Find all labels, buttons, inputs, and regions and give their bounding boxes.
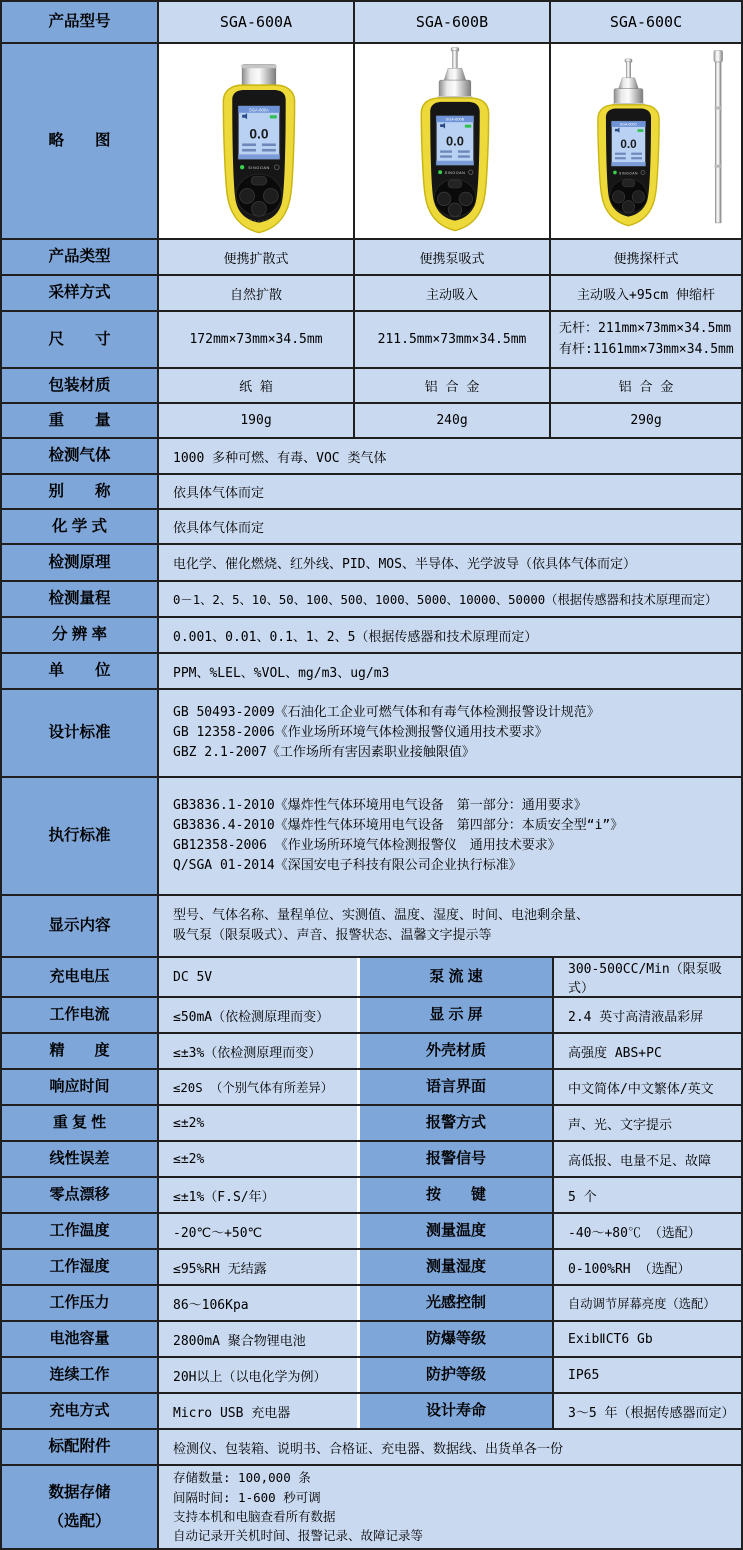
- row-detected-gas: [2, 437, 741, 473]
- row-repeatability-alarm-mode: [2, 1104, 741, 1140]
- row-label: 包装材质: [2, 369, 157, 402]
- cell-value: [157, 896, 741, 956]
- row-continuous-work-protection: [2, 1356, 741, 1392]
- cell-value: 3～5 年（根据传感器而定）: [552, 1394, 741, 1428]
- row-label: 重 复 性: [2, 1106, 157, 1140]
- row-label: 重 量: [2, 404, 157, 437]
- row-battery-explosion-proof: [2, 1320, 741, 1356]
- cell-value: ≤±2%: [157, 1142, 357, 1176]
- cell-value: 中文简体/中文繁体/英文: [552, 1070, 741, 1104]
- cell-value: [157, 778, 741, 894]
- cell-value: 0－1、2、5、10、50、100、500、1000、5000、10000、50000（根据传感器和技术原理而定）: [157, 582, 741, 616]
- row-working-pressure-light-sense: [2, 1284, 741, 1320]
- row-charge-voltage-pump-flow: [2, 956, 741, 996]
- cell-value: 2800mA 聚合物锂电池: [157, 1322, 357, 1356]
- cell-value: 便携扩散式: [157, 240, 353, 274]
- row-charging-method-design-life: [2, 1392, 741, 1428]
- row-label: 电池容量: [2, 1322, 157, 1356]
- cell-value: 纸 箱: [157, 369, 353, 402]
- cell-value: [549, 312, 741, 367]
- row-label: 工作压力: [2, 1286, 157, 1320]
- row-standard-accessories: [2, 1428, 741, 1464]
- cell-value: ≤±2%: [157, 1106, 357, 1140]
- cell-value: ≤50mA（依检测原理而变）: [157, 998, 357, 1032]
- cell-value: 1000 多种可燃、有毒、VOC 类气体: [157, 439, 741, 473]
- row-label: 工作电流: [2, 998, 157, 1032]
- row-label: 响应时间: [2, 1070, 157, 1104]
- cell-value: 自动调节屏幕亮度（选配）: [552, 1286, 741, 1320]
- row-label: 充电方式: [2, 1394, 157, 1428]
- row-zero-drift-keys: [2, 1176, 741, 1212]
- cell-value: 0.001、0.01、0.1、1、2、5（根据传感器和技术原理而定）: [157, 618, 741, 652]
- svg-text:0.0: 0.0: [446, 133, 464, 149]
- row-packaging: [2, 367, 741, 402]
- row-execution-standards: [2, 776, 741, 894]
- gas-detector-probe-illustration: [551, 44, 741, 238]
- row-label: 按 键: [357, 1178, 552, 1212]
- standard-line: GB3836.4-2010《爆炸性气体环境用电气设备 第四部分：本质安全型“i”》: [173, 817, 624, 833]
- cell-value: 5 个: [552, 1178, 741, 1212]
- cell-value: -20℃～+50℃: [157, 1214, 357, 1248]
- row-label: 线性误差: [2, 1142, 157, 1176]
- cell-value: [157, 690, 741, 776]
- svg-text:SGA-600B: SGA-600B: [445, 116, 465, 122]
- row-label: 设计寿命: [357, 1394, 552, 1428]
- cell-value: 高低报、电量不足、故障: [552, 1142, 741, 1176]
- cell-value: 检测仪、包装箱、说明书、合格证、充电器、数据线、出货单各一份: [157, 1430, 741, 1464]
- cell-value: ≤±3%（依检测原理而变）: [157, 1034, 357, 1068]
- row-label: 外壳材质: [357, 1034, 552, 1068]
- cell-value: PPM、%LEL、%VOL、mg/m3、ug/m3: [157, 654, 741, 688]
- row-label: 防护等级: [357, 1358, 552, 1392]
- cell-value: 依具体气体而定: [157, 475, 741, 508]
- row-units: [2, 652, 741, 688]
- row-label: 工作温度: [2, 1214, 157, 1248]
- cell-value: ExibⅡCT6 Gb: [552, 1322, 741, 1356]
- standard-line: GB3836.1-2010《爆炸性气体环境用电气设备 第一部分：通用要求》: [173, 797, 587, 813]
- row-label: 光感控制: [357, 1286, 552, 1320]
- row-label: 检测气体: [2, 439, 157, 473]
- row-working-humidity-measure-humidity: [2, 1248, 741, 1284]
- standard-line: Q/SGA 01-2014《深国安电子科技有限公司企业执行标准》: [173, 858, 522, 874]
- cell-value: 86～106Kpa: [157, 1286, 357, 1320]
- cell-value: ≤20S （个别气体有所差异）: [157, 1070, 357, 1104]
- standard-line: GBZ 2.1-2007《工作场所有害因素职业接触限值》: [173, 745, 475, 761]
- row-label: 报警信号: [357, 1142, 552, 1176]
- storage-line: 自动记录开关机时间、报警记录、故障记录等: [173, 1528, 424, 1544]
- svg-text:SINGOAN: SINGOAN: [619, 171, 638, 176]
- row-label: 产品类型: [2, 240, 157, 274]
- cell-value: [157, 1466, 741, 1548]
- row-label: 显 示 屏: [357, 998, 552, 1032]
- cell-value: 主动吸入: [353, 276, 549, 310]
- row-working-current-display: [2, 996, 741, 1032]
- cell-value: 声、光、文字提示: [552, 1106, 741, 1140]
- telescopic-rod-illustration: [714, 50, 723, 223]
- cell-value: ≤±1%（F.S/年）: [157, 1178, 357, 1212]
- row-label: [2, 1466, 157, 1548]
- sketch-label: 略 图: [2, 44, 157, 238]
- row-weight: [2, 402, 741, 437]
- gas-detector-diffusion-illustration: [159, 44, 353, 238]
- row-product-type: [2, 238, 741, 274]
- model-name-a: SGA-600A: [157, 2, 353, 42]
- row-display-content: [2, 894, 741, 956]
- row-sampling-method: [2, 274, 741, 310]
- standard-line: GB 12358-2006《作业场所环境气体检测报警仪通用技术要求》: [173, 724, 548, 740]
- row-label: 零点漂移: [2, 1178, 157, 1212]
- cell-value: 172mm×73mm×34.5mm: [157, 312, 353, 367]
- row-label: 连续工作: [2, 1358, 157, 1392]
- row-label: 检测量程: [2, 582, 157, 616]
- cell-value: 290g: [549, 404, 741, 437]
- row-label: 别 称: [2, 475, 157, 508]
- cell-value: 便携探杆式: [549, 240, 741, 274]
- svg-text:SINGOAN: SINGOAN: [444, 171, 466, 176]
- cell-value: -40～+80℃ （选配）: [552, 1214, 741, 1248]
- cell-value: 190g: [157, 404, 353, 437]
- cell-value: 铝 合 金: [353, 369, 549, 402]
- header-row: [2, 2, 741, 42]
- device-image-sga-600a: [157, 44, 353, 238]
- cell-value: 铝 合 金: [549, 369, 741, 402]
- row-label: 化 学 式: [2, 510, 157, 543]
- row-label: 单 位: [2, 654, 157, 688]
- cell-value: 0-100%RH （选配）: [552, 1250, 741, 1284]
- row-label: 语言界面: [357, 1070, 552, 1104]
- row-alias: [2, 473, 741, 508]
- storage-line: 存储数量: 100,000 条: [173, 1470, 311, 1486]
- row-dimensions: [2, 310, 741, 367]
- row-label: 工作湿度: [2, 1250, 157, 1284]
- row-label: 检测原理: [2, 545, 157, 580]
- row-label: 显示内容: [2, 896, 157, 956]
- cell-value: 主动吸入+95cm 伸缩杆: [549, 276, 741, 310]
- standard-line: GB12358-2006 《作业场所环境气体检测报警仪 通用技术要求》: [173, 838, 561, 853]
- display-line: 型号、气体名称、量程单位、实测值、温度、湿度、时间、电池剩余量、: [173, 907, 590, 923]
- svg-text:0.0: 0.0: [620, 138, 637, 152]
- row-resolution: [2, 616, 741, 652]
- row-label: 分 辨 率: [2, 618, 157, 652]
- dimension-line: 无杆：211mm×73mm×34.5mm: [559, 321, 732, 337]
- svg-text:SGA-600A: SGA-600A: [249, 107, 269, 113]
- svg-text:SGA-600C: SGA-600C: [619, 122, 638, 127]
- row-label-line: 数据存储: [48, 1483, 111, 1501]
- cell-value: 240g: [353, 404, 549, 437]
- cell-value: 211.5mm×73mm×34.5mm: [353, 312, 549, 367]
- cell-value: IP65: [552, 1358, 741, 1392]
- row-accuracy-shell: [2, 1032, 741, 1068]
- row-label: 精 度: [2, 1034, 157, 1068]
- row-label: 尺 寸: [2, 312, 157, 367]
- row-label: 防爆等级: [357, 1322, 552, 1356]
- model-name-c: SGA-600C: [549, 2, 741, 42]
- storage-line: 间隔时间: 1-600 秒可调: [173, 1489, 321, 1505]
- cell-value: DC 5V: [157, 958, 357, 996]
- cell-value: 2.4 英寸高清液晶彩屏: [552, 998, 741, 1032]
- cell-value: 20H以上（以电化学为例）: [157, 1358, 357, 1392]
- cell-value: 便携泵吸式: [353, 240, 549, 274]
- standard-line: GB 50493-2009《石油化工企业可燃气体和有毒气体检测报警设计规范》: [173, 704, 600, 720]
- row-data-storage: [2, 1464, 741, 1548]
- cell-value: ≤95%RH 无结露: [157, 1250, 357, 1284]
- row-linearity-alarm-signal: [2, 1140, 741, 1176]
- device-image-sga-600c: [549, 44, 741, 238]
- row-detection-range: [2, 580, 741, 616]
- sketch-row: [2, 42, 741, 238]
- row-label: 泵 流 速: [357, 958, 552, 996]
- row-working-temp-measure-temp: [2, 1212, 741, 1248]
- row-chemical-formula: [2, 508, 741, 543]
- row-label: 测量湿度: [357, 1250, 552, 1284]
- row-label: 充电电压: [2, 958, 157, 996]
- cell-value: 依具体气体而定: [157, 510, 741, 543]
- row-label: 标配附件: [2, 1430, 157, 1464]
- row-label: 测量温度: [357, 1214, 552, 1248]
- cell-value: 电化学、催化燃烧、红外线、PID、MOS、半导体、光学波导（依具体气体而定）: [157, 545, 741, 580]
- row-label: 设计标准: [2, 690, 157, 776]
- display-line: 吸气泵（限泵吸式）、声音、报警状态、温馨文字提示等: [173, 928, 492, 943]
- svg-text:0.0: 0.0: [249, 125, 269, 142]
- cell-value: Micro USB 充电器: [157, 1394, 357, 1428]
- row-response-time-language: [2, 1068, 741, 1104]
- row-label: 执行标准: [2, 778, 157, 894]
- header-label: 产品型号: [2, 2, 157, 42]
- gas-detector-pump-illustration: [355, 44, 549, 238]
- row-label-line: （选配）: [48, 1513, 111, 1530]
- svg-text:SINGOAN: SINGOAN: [248, 165, 270, 171]
- row-design-standards: [2, 688, 741, 776]
- row-detection-principle: [2, 543, 741, 580]
- dimension-line: 有杆:1161mm×73mm×34.5mm: [559, 341, 734, 357]
- storage-line: 支持本机和电脑查看所有数据: [173, 1509, 336, 1524]
- cell-value: 高强度 ABS+PC: [552, 1034, 741, 1068]
- cell-value: 300-500CC/Min（限泵吸式）: [552, 958, 741, 996]
- model-name-b: SGA-600B: [353, 2, 549, 42]
- row-label: 报警方式: [357, 1106, 552, 1140]
- cell-value: 自然扩散: [157, 276, 353, 310]
- row-label: 采样方式: [2, 276, 157, 310]
- device-image-sga-600b: [353, 44, 549, 238]
